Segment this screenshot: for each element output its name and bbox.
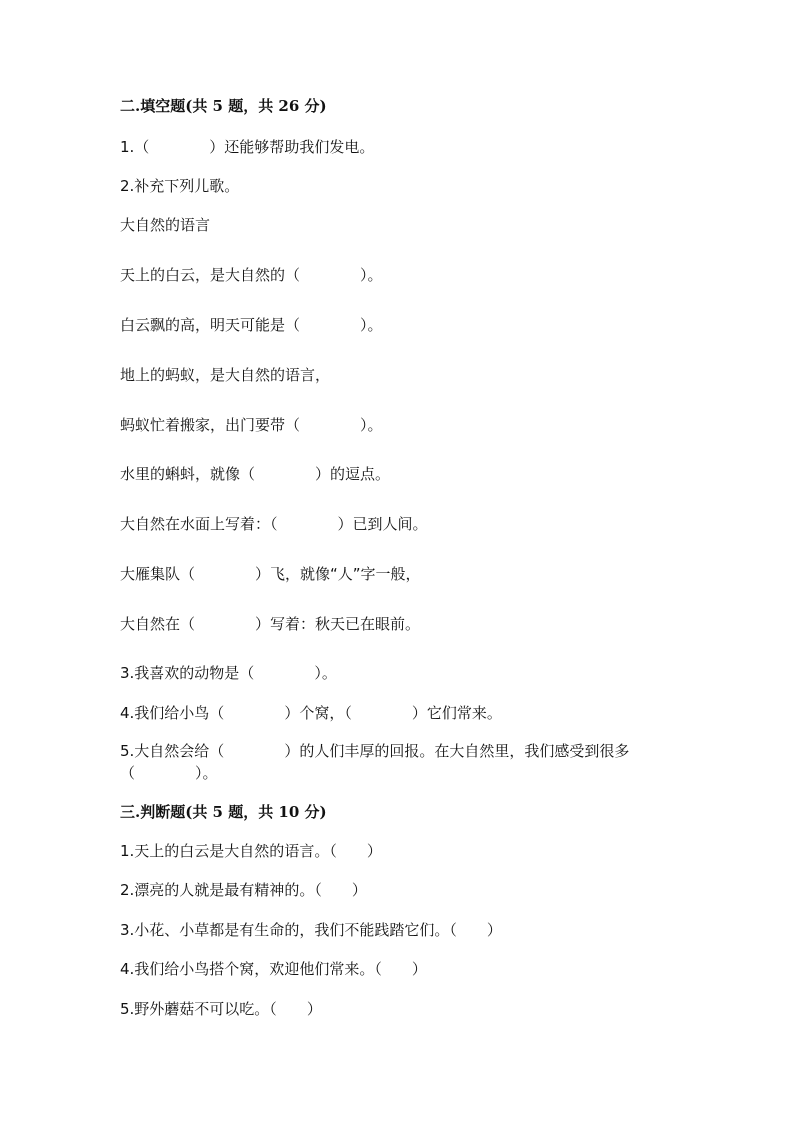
judgement-item: 3.小花、小草都是有生命的，我们不能践踏它们。（ ） — [120, 921, 502, 939]
poem-title: 大自然的语言 — [120, 216, 211, 234]
question-2-intro: 2.补充下列儿歌。 — [120, 177, 240, 195]
question-5-line-2: （ ）。 — [120, 764, 218, 782]
judgement-item: 2.漂亮的人就是最有精神的。（ ） — [120, 881, 367, 899]
question-3: 3.我喜欢的动物是（ ）。 — [120, 664, 337, 682]
poem-line: 天上的白云，是大自然的（ ）。 — [120, 266, 383, 284]
poem-line: 白云飘的高，明天可能是（ ）。 — [120, 316, 383, 334]
question-1: 1.（ ）还能够帮助我们发电。 — [120, 138, 375, 156]
poem-line: 地上的蚂蚁，是大自然的语言， — [120, 366, 331, 384]
poem-line: 蚂蚁忙着搬家，出门要带（ ）。 — [120, 416, 383, 434]
judgement-item: 5.野外蘑菇不可以吃。（ ） — [120, 1000, 322, 1018]
poem-line: 大自然在水面上写着：（ ）已到人间。 — [120, 515, 428, 533]
question-4: 4.我们给小鸟（ ）个窝，（ ）它们常来。 — [120, 704, 502, 722]
poem-line: 大自然在（ ）写着：秋天已在眼前。 — [120, 615, 421, 633]
section2-heading: 二.填空题(共 5 题，共 26 分) — [120, 97, 327, 115]
judgement-item: 4.我们给小鸟搭个窝，欢迎他们常来。（ ） — [120, 960, 427, 978]
poem-line: 大雁集队（ ）飞，就像“人”字一般， — [120, 565, 421, 583]
question-5-line-1: 5.大自然会给（ ）的人们丰厚的回报。在大自然里，我们感受到很多 — [120, 742, 630, 760]
section3-heading: 三.判断题(共 5 题，共 10 分) — [120, 803, 327, 821]
poem-line: 水里的蝌蚪，就像（ ）的逗点。 — [120, 465, 391, 483]
judgement-item: 1.天上的白云是大自然的语言。（ ） — [120, 842, 382, 860]
